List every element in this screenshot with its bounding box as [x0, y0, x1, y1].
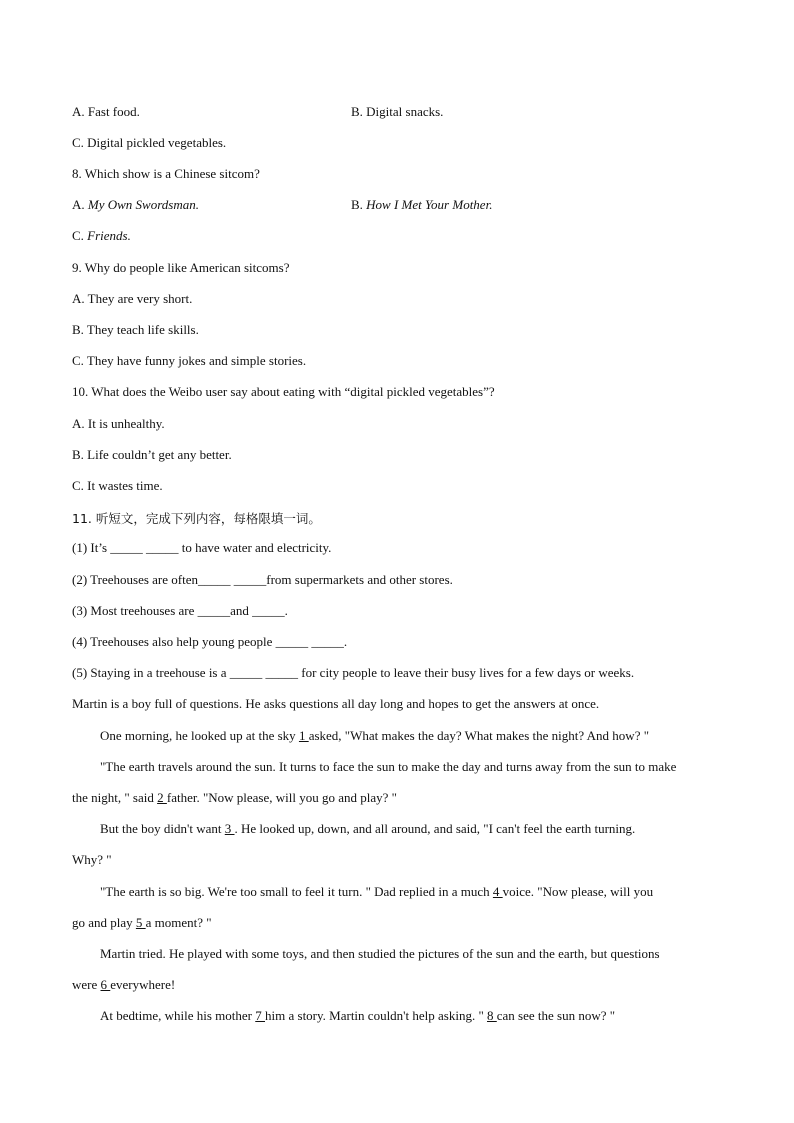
q8-question: 8. Which show is a Chinese sitcom? — [72, 166, 260, 181]
passage-text: asked, "What makes the day? What makes the night? And how? " — [308, 728, 650, 743]
passage-text: "The earth is so big. We're too small to feel it turn. " Dad replied in a much — [100, 884, 493, 899]
q9-question: 9. Why do people like American sitcoms? — [72, 260, 290, 275]
passage-text: a moment? " — [145, 915, 212, 930]
q8-option-c-title: Friends. — [87, 228, 131, 243]
q8-option-b — [351, 197, 492, 213]
q7-option-a: A. Fast food. — [72, 104, 140, 119]
blank-7: 7 — [255, 1008, 266, 1023]
q11-item-1: (1) It’s _____ _____ to have water and electricity. — [72, 540, 332, 555]
passage-paragraph-3-line-2: Why? " — [72, 852, 112, 867]
q11-instruction: 11. 听短文，完成下列内容，每格限填一词。 — [72, 511, 321, 526]
q11-item-3: (3) Most treehouses are _____and _____. — [72, 603, 288, 618]
q8-option-c — [72, 228, 131, 244]
passage-paragraph-5-line-2 — [72, 977, 175, 993]
passage-text: can see the sun now? " — [496, 1008, 616, 1023]
blank-4: 4 — [492, 884, 503, 899]
q8-option-a-title: My Own Swordsman. — [87, 197, 199, 212]
passage-text: . He looked up, down, and all around, and said, "I can't feel the earth turning. — [234, 821, 636, 836]
passage-text: everywhere! — [110, 977, 176, 992]
passage-text: the night, " said — [72, 790, 158, 805]
q8-option-a — [72, 197, 199, 213]
passage-paragraph-5-line-1: Martin tried. He played with some toys, and then studied the pictures of the sun and the earth, but questions — [100, 946, 660, 961]
passage-text: voice. "Now please, will you — [502, 884, 654, 899]
q8-option-a-prefix: A. — [72, 197, 88, 212]
passage-paragraph-2-line-2 — [72, 790, 397, 806]
passage-paragraph-3-line-1 — [100, 821, 635, 837]
q7-option-c: C. Digital pickled vegetables. — [72, 135, 227, 150]
blank-5: 5 — [135, 915, 146, 930]
q10-option-c: C. It wastes time. — [72, 478, 163, 493]
q9-option-c: C. They have funny jokes and simple stories. — [72, 353, 307, 368]
passage-text: him a story. Martin couldn't help asking. " — [265, 1008, 488, 1023]
blank-2: 2 — [157, 790, 167, 805]
passage-text: One morning, he looked up at the sky — [100, 728, 299, 743]
q10-question: 10. What does the Weibo user say about eating with “digital pickled vegetables”? — [72, 384, 495, 399]
passage-text: father. "Now please, will you go and play? " — [166, 790, 397, 805]
q9-option-a: A. They are very short. — [72, 291, 193, 306]
passage-paragraph-2-line-1: "The earth travels around the sun. It turns to face the sun to make the day and turns away from the sun to make — [100, 759, 677, 774]
blank-1: 1 — [298, 728, 309, 743]
blank-6: 6 — [100, 977, 111, 992]
passage-paragraph-4-line-1 — [100, 884, 653, 900]
q11-item-5: (5) Staying in a treehouse is a _____ _____ for city people to leave their busy lives for a few days or weeks. — [72, 665, 635, 680]
q9-option-b: B. They teach life skills. — [72, 322, 199, 337]
q7-option-b: B. Digital snacks. — [351, 104, 444, 119]
passage-text: But the boy didn't want — [100, 821, 225, 836]
q8-option-b-title: How I Met Your Mother. — [366, 197, 493, 212]
q10-option-a: A. It is unhealthy. — [72, 416, 165, 431]
passage-text: At bedtime, while his mother — [100, 1008, 256, 1023]
q10-option-b: B. Life couldn’t get any better. — [72, 447, 232, 462]
passage-text: were — [72, 977, 101, 992]
passage-paragraph-6 — [100, 1008, 615, 1024]
q11-item-4: (4) Treehouses also help young people _____ _____. — [72, 634, 348, 649]
blank-3: 3 — [224, 821, 235, 836]
q8-option-b-prefix: B. — [351, 197, 367, 212]
q11-item-2: (2) Treehouses are often_____ _____from supermarkets and other stores. — [72, 572, 453, 587]
blank-8: 8 — [487, 1008, 497, 1023]
q8-option-c-prefix: C. — [72, 228, 88, 243]
passage-paragraph-1 — [100, 728, 649, 744]
passage-text: go and play — [72, 915, 136, 930]
passage-intro: Martin is a boy full of questions. He asks questions all day long and hopes to get the answers at once. — [72, 696, 600, 711]
passage-paragraph-4-line-2 — [72, 915, 212, 931]
